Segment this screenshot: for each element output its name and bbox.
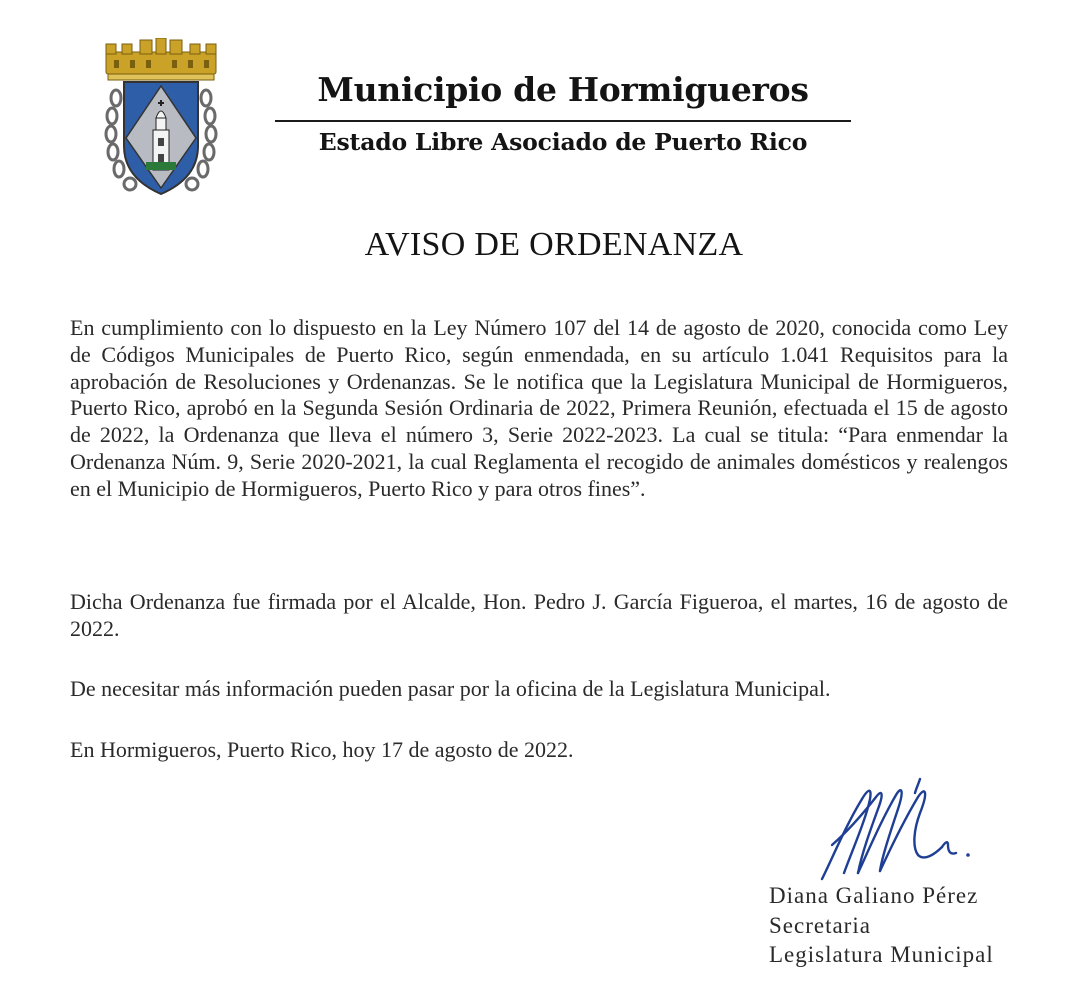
notice-title: AVISO DE ORDENANZA	[364, 226, 744, 263]
notice-paragraph-info: De necesitar más información pueden pasar por la oficina de la Legislatura Municipal.	[70, 676, 831, 701]
signer-role: Secretaria	[769, 913, 871, 938]
municipal-crest-icon	[100, 38, 222, 200]
signer-office: Legislatura Municipal	[769, 942, 994, 967]
signer-name: Diana Galiano Pérez	[769, 883, 979, 908]
header-divider	[275, 120, 851, 122]
signature-icon	[818, 775, 974, 883]
notice-paragraph-signed: Dicha Ordenanza fue firmada por el Alcalde, Hon. Pedro J. García Figueroa, el martes, 16 de agosto de 2022.	[70, 589, 1008, 641]
municipality-name: Municipio de Hormigueros	[317, 70, 809, 109]
notice-paragraph-date: En Hormigueros, Puerto Rico, hoy 17 de agosto de 2022.	[70, 737, 574, 762]
notice-paragraph-ordinance: En cumplimiento con lo dispuesto en la Ley Número 107 del 14 de agosto de 2020, conocida como Ley de Códigos Municipales de Puerto Rico, según enmendada, en su artículo 1.041 Requisitos para la aprobación de Resoluciones y Ordenanzas. Se le notifica que la Legislatura Municipal de Hormigueros, Puerto Rico, aprobó en la Segunda Sesión Ordinaria de 2022, Primera Reunión, efectuada el 15 de agosto de 2022, la Ordenanza que lleva el número 3, Serie 2022-2023. La cual se titula: “Para enmendar la Ordenanza Núm. 9, Serie 2020-2021, la cual Reglamenta el recogido de animales domésticos y realengos en el Municipio de Hormigueros, Puerto Rico y para otros fines”.	[70, 315, 1008, 501]
state-name: Estado Libre Asociado de Puerto Rico	[318, 128, 808, 156]
